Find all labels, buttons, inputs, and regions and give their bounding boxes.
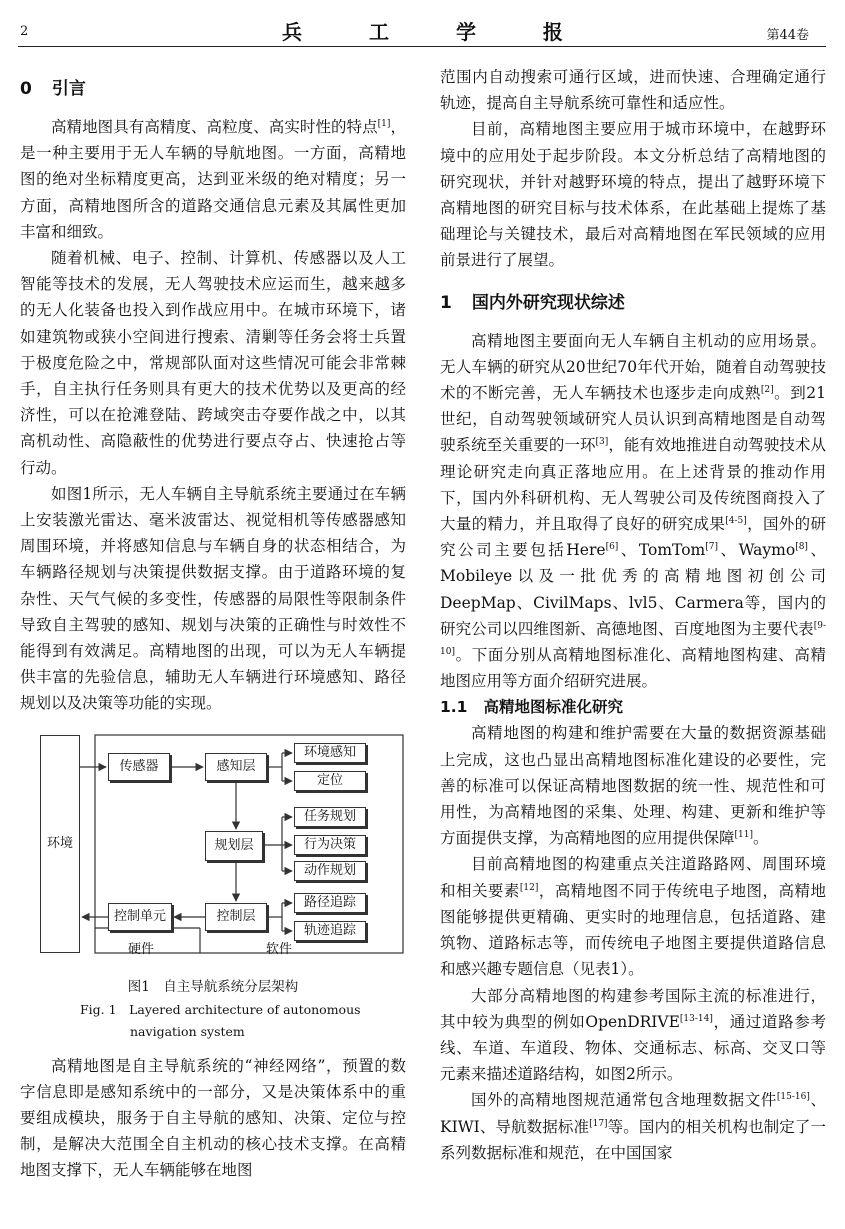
perception-layer-box: 感知层 — [205, 753, 267, 781]
left-column — [20, 74, 406, 1184]
citation: [13-14] — [679, 1013, 713, 1024]
citation: [2] — [760, 385, 774, 396]
software-label: 软件 — [266, 941, 293, 957]
paragraph: 高精地图的构建和维护需要在大量的数据资源基础上完成，这也凸显出高精地图标准化建设的必要性，完善的标准可以保证高精地图数据的统一性、规范性和可用性，为高精地图的采集、处理、构建、更新和维护等方面提供支撑，为高精地图的应用提供保障[11]。 — [440, 724, 826, 848]
citation: [4-5] — [725, 516, 747, 527]
paragraph: 范围内自动搜索可通行区域，进而快速、合理确定通行轨迹，提高自主导航系统可靠性和适应性。 — [440, 68, 826, 113]
section-0-heading: 0 引言 — [20, 79, 86, 99]
citation: [17] — [589, 1118, 608, 1129]
page-number: 2 — [20, 24, 29, 39]
hardware-label: 硬件 — [128, 941, 155, 957]
volume-label: 第44卷 — [766, 28, 809, 43]
right-column — [440, 64, 826, 1166]
section-1-heading: 1 国内外研究现状综述 — [440, 292, 625, 313]
output-motion-planning: 动作规划 — [294, 861, 366, 881]
paragraph: 国外的高精地图规范通常包含地理数据文件[15-16]、KIWI、导航数据标准[17]等。国内的相关机构也制定了一系列数据标准和规范，在中国国家 — [440, 1091, 826, 1162]
header-rule — [18, 46, 826, 47]
paragraph: 如图1所示，无人车辆自主导航系统主要通过在车辆上安装激光雷达、毫米波雷达、视觉相机等传感器感知周围环境，并将感知信息与车辆自身的状态相结合，为车辆路径规划与决策提供数据支撑。由于道路环境的复杂性、天气气候的多变性，传感器的局限性等限制条件导致自主驾驶的感知、规划与决策的正确性与时效性不能得到有效满足。高精地图的出现，可以为无人车辆提供丰富的先验信息，辅助无人车辆进行环境感知、路径规划以及决策等功能的实现。 — [20, 484, 406, 713]
paragraph: 目前高精地图的构建重点关注道路路网、周围环境和相关要素[12]，高精地图不同于传统电子地图，高精地图能够提供更精确、更实时的地理信息，包括道路、建筑物、道路标志等，而传统电子地图主要提供道路信息和感兴趣专题信息（见表1）。 — [440, 855, 826, 979]
paragraph: 目前，高精地图主要应用于城市环境中，在越野环境中的应用处于起步阶段。本文分析总结了高精地图的研究现状，并针对越野环境的特点，提出了越野环境下高精地图的研究目标与技术体系，在此基础上提炼了基础理论与关键技术，最后对高精地图在军民领域的应用前景进行了展望。 — [440, 120, 826, 270]
citation: [6] — [605, 542, 619, 553]
output-trajectory-tracking: 轨迹追踪 — [294, 921, 366, 941]
control-unit-box: 控制单元 — [108, 903, 172, 931]
output-behavior-decision: 行为决策 — [294, 835, 366, 855]
figure-1-caption-en: Fig. 1 Layered architecture of autonomous navigation system — [80, 1001, 361, 1039]
output-path-tracking: 路径追踪 — [294, 893, 366, 913]
citation: [8] — [795, 542, 808, 553]
planning-layer-box: 规划层 — [205, 831, 263, 861]
output-task-planning: 任务规划 — [294, 807, 366, 827]
citation: [11] — [734, 830, 753, 841]
sensor-box: 传感器 — [108, 753, 170, 781]
paragraph: 高精地图是自主导航系统的“神经网络”，预置的数字信息即是感知系统中的一部分，又是决策体系中的重要组成模块，服务于自主导航的感知、决策、定位与控制，是解决大范围全自主机动的核心技术支撑。在高精地图支撑下，无人车辆能够在地图 — [20, 1056, 406, 1180]
citation: [7] — [705, 542, 718, 553]
paragraph: 高精地图具有高精度、高粒度、高实时性的特点[1]，是一种主要用于无人车辆的导航地图。一方面，高精地图的绝对坐标精度更高，达到亚米级的绝对精度；另一方面，高精地图所含的道路交通信息元素及其属性更加丰富和细致。 — [20, 118, 406, 241]
paragraph: 随着机械、电子、控制、计算机、传感器以及人工智能等技术的发展，无人驾驶技术应运而生，越来越多的无人化装备也投入到作战应用中。在城市环境下，诸如建筑物或狭小空间进行搜索、清剿等任务会将士兵置于极度危险之中，常规部队面对这些情况可能会非常棘手，自主执行任务则具有更大的技术优势以及更高的经济性，可以在抢滩登陆、跨域突击夺要作战之中，以其高机动性、高隐蔽性的优势进行要点夺占、快速抢占等行动。 — [20, 249, 406, 477]
figure-1 — [20, 733, 406, 971]
section-1-1-heading: 1.1 高精地图标准化研究 — [440, 698, 623, 717]
paragraph: 大部分高精地图的构建参考国际主流的标准进行，其中较为典型的例如OpenDRIVE[13-14]，通过道路参考线、车道、车道段、物体、交通标志、标高、交叉口等元素来描述道路结构，如图2所示。 — [440, 986, 826, 1084]
output-env-perception: 环境感知 — [294, 743, 366, 763]
figure-1-caption-zh: 图1 自主导航系统分层架构 — [127, 978, 299, 995]
citation: [9-10] — [440, 620, 826, 658]
environment-box: 环境 — [40, 735, 80, 953]
citation: [3] — [595, 437, 609, 448]
control-layer-box: 控制层 — [205, 903, 267, 931]
journal-title: 兵 工 学 报 — [282, 20, 593, 44]
output-localization: 定位 — [294, 771, 366, 791]
citation: [15-16] — [776, 1092, 810, 1103]
citation: [12] — [519, 882, 539, 893]
citation: [1] — [377, 119, 391, 129]
paragraph: 高精地图主要面向无人车辆自主机动的应用场景。无人车辆的研究从20世纪70年代开始，随着自动驾驶技术的不断完善，无人车辆技术也逐步走向成熟[2]。到21世纪，自动驾驶领域研究人员认识到高精地图是自动驾驶系统至关重要的一环[3]，能有效地推进自动驾驶技术从理论研究走向真正落地应用。在上述背景的推动作用下，国内外科研机构、无人驾驶公司及传统图商投入了大量的精力，并且取得了良好的研究成果[4-5]，国外的研究公司主要包括Here[6]、TomTom[7]、Waymo[8]、Mobileye以及一批优秀的高精地图初创公司DeepMap、CivilMaps、lvl5、Carmera等，国内的研究公司以四维图新、高德地图、百度地图为主要代表[9-10]。下面分别从高精地图标准化、高精地图构建、高精地图应用等方面介绍研究进展。 — [440, 331, 826, 691]
